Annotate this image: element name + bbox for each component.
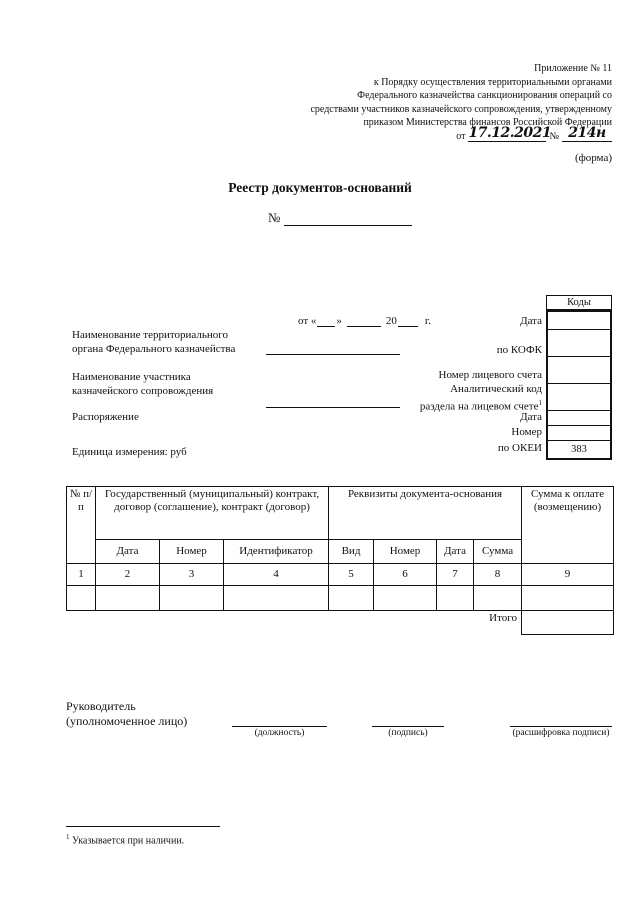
cell[interactable] — [437, 586, 474, 611]
col-num-1: 1 — [67, 564, 96, 586]
date-year-prefix: 20 — [385, 315, 397, 327]
col-num-3: 3 — [160, 564, 224, 586]
appendix-line-3: Федерального казначейства санкционирования операций со — [357, 90, 612, 101]
date-day-field[interactable] — [317, 314, 335, 327]
participant-field[interactable] — [266, 407, 400, 408]
column-numbers-row — [67, 564, 614, 586]
col-num-4: 4 — [224, 564, 329, 586]
cell[interactable] — [474, 586, 522, 611]
code-kofk[interactable] — [548, 330, 610, 357]
decoding-field[interactable] — [510, 726, 612, 727]
number-sign: № — [268, 210, 281, 225]
label-date: Дата — [520, 315, 542, 327]
code-analytic[interactable] — [548, 384, 610, 411]
cell[interactable] — [67, 586, 96, 611]
sub-header-identifier: Идентификатор — [224, 540, 329, 564]
code-okei: 383 — [571, 444, 587, 455]
label-unit: Единица измерения: руб — [72, 446, 187, 458]
appendix-line-2: к Порядку осуществления территориальными органами — [373, 76, 612, 88]
label-account: Номер лицевого счета — [438, 369, 542, 381]
date-line — [298, 314, 431, 327]
handwritten-number: 214н — [562, 125, 612, 142]
label-analytic-2: раздела на лицевом счете$^1$ — [419, 399, 542, 413]
code-date[interactable] — [548, 312, 610, 330]
sub-header-doc-number: Номер — [374, 540, 437, 564]
sub-header-date: Дата — [96, 540, 160, 564]
position-field[interactable] — [232, 726, 327, 727]
date-year-suffix: г. — [424, 315, 431, 327]
footnote-ref: 1 — [538, 399, 542, 407]
col-num-2: 2 — [96, 564, 160, 586]
order-date-number — [456, 125, 612, 142]
footnote — [66, 833, 184, 846]
date-from: от « — [298, 315, 317, 327]
decoding-caption: (расшифровка подписи) — [512, 728, 610, 738]
col-num-7: 7 — [437, 564, 474, 586]
label-analytic-1: Аналитический код — [450, 383, 542, 395]
col-num-6: 6 — [374, 564, 437, 586]
sub-header-type: Вид — [329, 540, 374, 564]
appendix-line-5: приказом Министерства финансов Российской Федерации — [363, 117, 612, 128]
codes-header: Коды — [547, 296, 612, 310]
signature-field[interactable] — [372, 726, 444, 727]
cell[interactable] — [329, 586, 374, 611]
col-num-8: 8 — [474, 564, 522, 586]
label-order-number: Номер — [511, 426, 542, 438]
code-order-number[interactable] — [548, 426, 610, 441]
label-kofk: по КОФК — [496, 344, 542, 356]
codes-column — [546, 310, 612, 460]
sub-header-number: Номер — [160, 540, 224, 564]
appendix-line-4: средствами участников казначейского сопровождения, утвержденному — [310, 103, 612, 115]
total-value[interactable] — [522, 611, 614, 635]
label-order-date: Дата — [520, 411, 542, 423]
register-table — [66, 486, 614, 635]
handwritten-date: 17.12.2021 — [468, 125, 552, 141]
signature-authorized: (уполномоченное лицо) — [66, 714, 188, 728]
territorial-organ-field[interactable] — [266, 354, 400, 355]
col-header-contract: Государственный (муниципальный) контракт, договор (соглашение), контракт (договор) — [96, 487, 329, 540]
cell[interactable] — [224, 586, 329, 611]
table-row — [67, 586, 614, 611]
from-label: от — [456, 131, 466, 142]
appendix-header — [310, 62, 612, 130]
label-order: Распоряжение — [72, 411, 139, 423]
label-territorial-organ: Наименование территориального органа Федерального казначейства — [72, 329, 236, 355]
col-num-9: 9 — [522, 564, 614, 586]
label-participant: Наименование участника казначейского сопровождения — [72, 371, 214, 397]
date-close-quote: » — [336, 315, 342, 327]
number-label: № — [549, 131, 559, 142]
footnote-text: Указывается при наличии. — [72, 835, 185, 847]
register-number-field[interactable] — [284, 211, 412, 226]
document-title: Реестр документов-оснований — [228, 180, 412, 195]
position-caption: (должность) — [254, 728, 305, 738]
cell[interactable] — [96, 586, 160, 611]
col-header-requisites: Реквизиты документа-основания — [329, 487, 522, 540]
footnote-divider — [66, 826, 220, 827]
sub-header-amount: Сумма — [474, 540, 522, 564]
footnote-mark: 1 — [66, 833, 70, 841]
date-month-field[interactable] — [347, 314, 381, 327]
date-year-field[interactable] — [398, 314, 418, 327]
total-row — [67, 611, 614, 635]
cell[interactable] — [522, 586, 614, 611]
register-number — [268, 210, 412, 226]
col-header-number: № п/п — [67, 487, 96, 564]
signature-title — [66, 699, 187, 729]
form-label: (форма) — [574, 152, 612, 164]
code-account[interactable] — [548, 357, 610, 384]
cell[interactable] — [374, 586, 437, 611]
sub-header-doc-date: Дата — [437, 540, 474, 564]
cell[interactable] — [160, 586, 224, 611]
signature-caption: (подпись) — [388, 728, 428, 738]
signature-head: Руководитель — [66, 699, 136, 713]
col-num-5: 5 — [329, 564, 374, 586]
col-header-sum: Сумма к оплате (возмещению) — [522, 487, 614, 564]
total-label: Итого — [489, 612, 518, 624]
code-order-date[interactable] — [548, 411, 610, 426]
codes-table — [546, 295, 612, 310]
appendix-line-1: Приложение № 11 — [534, 63, 612, 74]
label-okei: по ОКЕИ — [497, 442, 542, 454]
